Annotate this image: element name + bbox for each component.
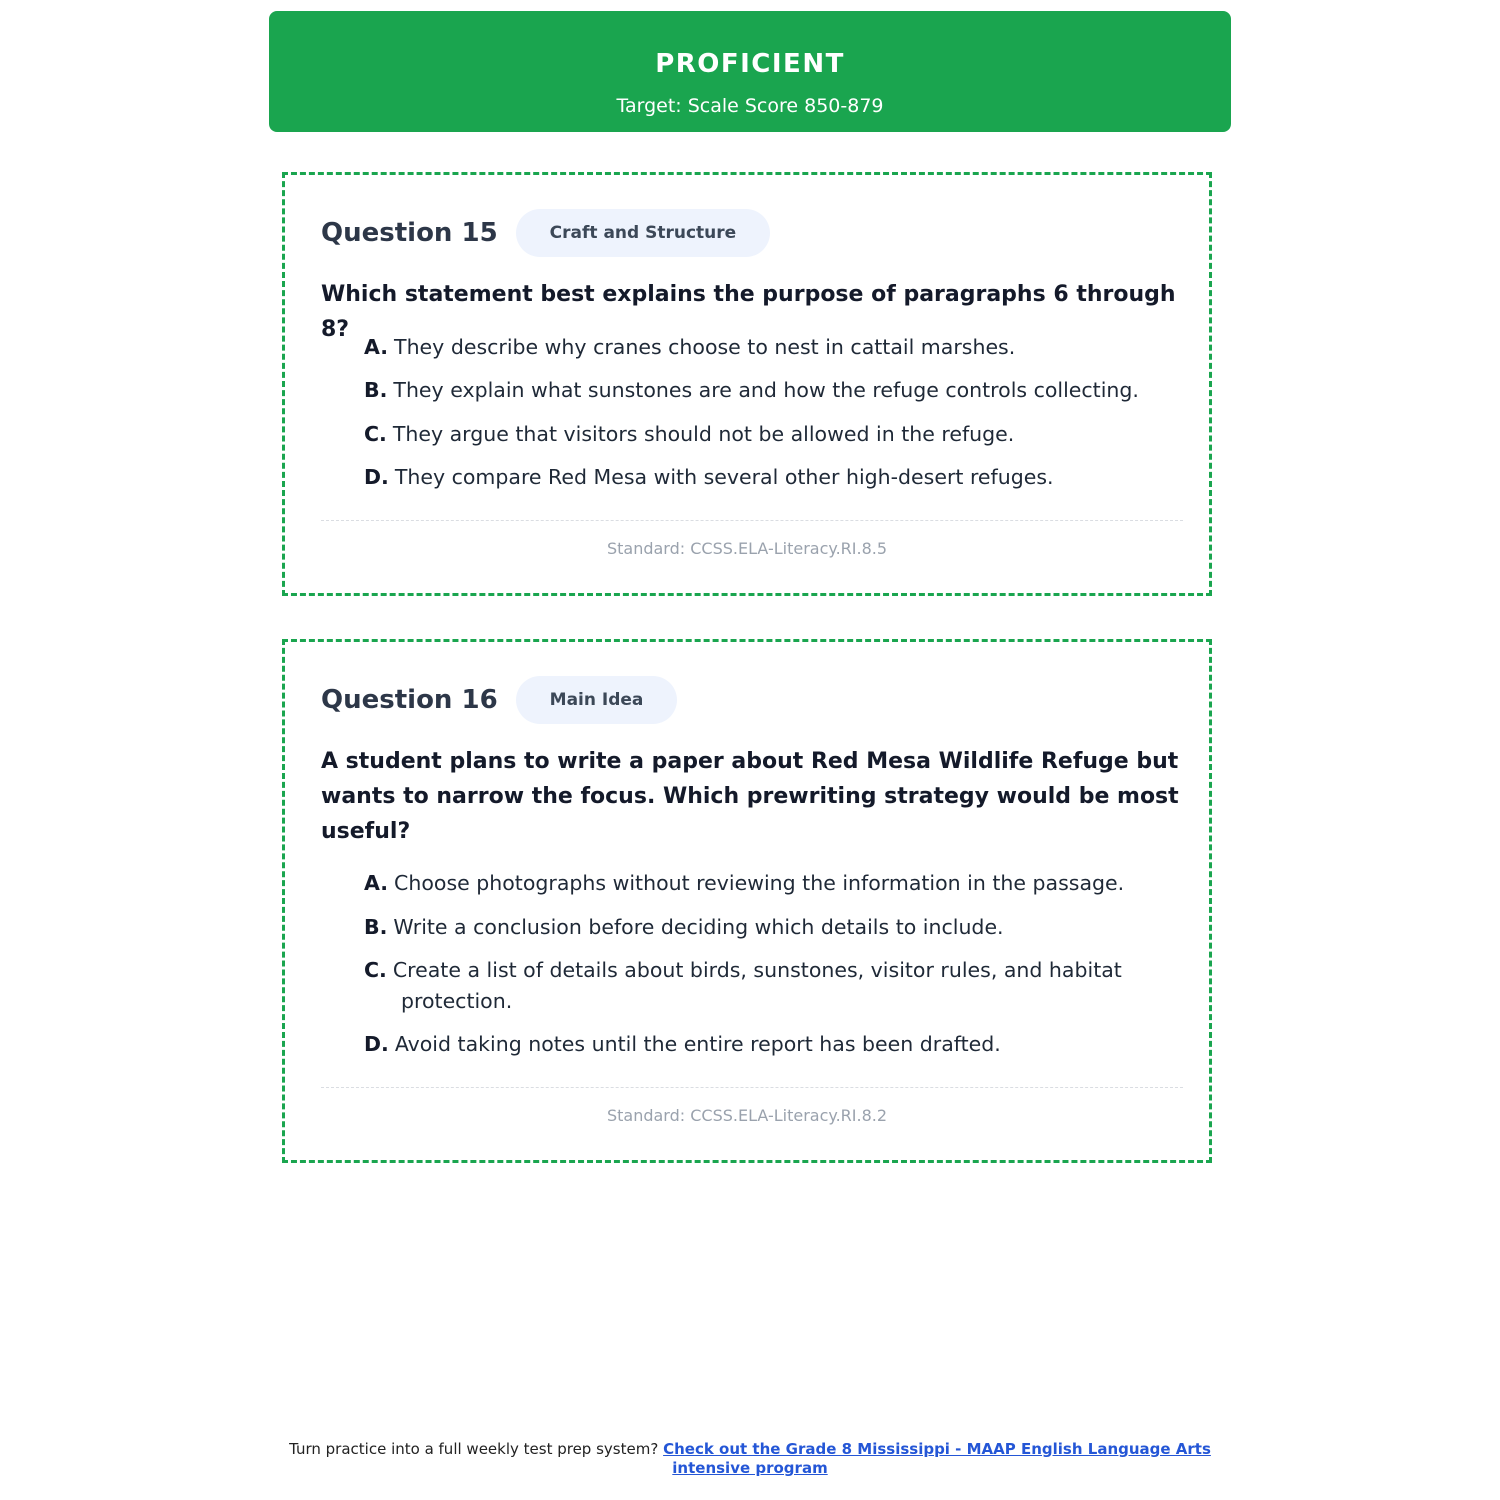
choice-text-continued: protection. (401, 989, 513, 1013)
banner-title: PROFICIENT (655, 49, 845, 79)
answer-choice[interactable] (364, 955, 1154, 1017)
answer-choice[interactable] (364, 1029, 1154, 1060)
choice-text: Write a conclusion before deciding which details to include. (393, 915, 1004, 939)
question-category-tag: Main Idea (516, 676, 678, 724)
question-header (321, 208, 770, 258)
choice-letter: B. (364, 915, 388, 939)
question-title: Question 16 (321, 685, 498, 715)
level-banner (269, 11, 1231, 132)
choice-text: They explain what sunstones are and how the refuge controls collecting. (393, 378, 1139, 402)
choice-text: Choose photographs without reviewing the information in the passage. (394, 871, 1125, 895)
answer-choice[interactable] (364, 462, 1154, 493)
question-title: Question 15 (321, 218, 498, 248)
question-prompt: Which statement best explains the purpose of paragraphs 6 through 8? (321, 282, 1176, 342)
answer-choice[interactable] (364, 868, 1154, 899)
answer-choice[interactable] (364, 375, 1154, 406)
choice-letter: C. (364, 422, 387, 446)
standard-label: Standard: CCSS.ELA-Literacy.RI.8.5 (606, 539, 888, 558)
choice-text: They describe why cranes choose to nest in cattail marshes. (394, 335, 1016, 359)
choice-text: Avoid taking notes until the entire report has been drafted. (394, 1032, 1001, 1056)
choice-letter: D. (364, 1032, 389, 1056)
program-link[interactable]: Check out the Grade 8 Mississippi - MAAP English Language Arts intensive program (663, 1440, 1211, 1477)
choice-letter: A. (364, 871, 389, 895)
divider (321, 520, 1183, 521)
question-category-tag: Craft and Structure (516, 209, 771, 257)
choice-text: Create a list of details about birds, sunstones, visitor rules, and habitat (392, 958, 1122, 982)
answer-choice[interactable] (364, 332, 1154, 363)
banner-subtitle: Target: Scale Score 850-879 (616, 95, 884, 117)
choice-letter: C. (364, 958, 387, 982)
footer-text: Turn practice into a full weekly test prep system? (289, 1440, 659, 1458)
question-card (282, 639, 1212, 1163)
choice-letter: B. (364, 378, 388, 402)
choice-text: They argue that visitors should not be allowed in the refuge. (392, 422, 1015, 446)
divider (321, 1087, 1183, 1088)
answer-choice[interactable] (364, 912, 1154, 943)
footer-promo (270, 1440, 1230, 1478)
question-card (282, 172, 1212, 596)
question-header (321, 675, 677, 725)
choice-letter: D. (364, 465, 389, 489)
choice-text: They compare Red Mesa with several other high-desert refuges. (394, 465, 1054, 489)
choice-letter: A. (364, 335, 389, 359)
standard-label: Standard: CCSS.ELA-Literacy.RI.8.2 (606, 1106, 888, 1125)
question-prompt: A student plans to write a paper about Red Mesa Wildlife Refuge but wants to narrow the focus. Which prewriting strategy would be most useful? (321, 749, 1179, 844)
answer-choice[interactable] (364, 419, 1154, 450)
